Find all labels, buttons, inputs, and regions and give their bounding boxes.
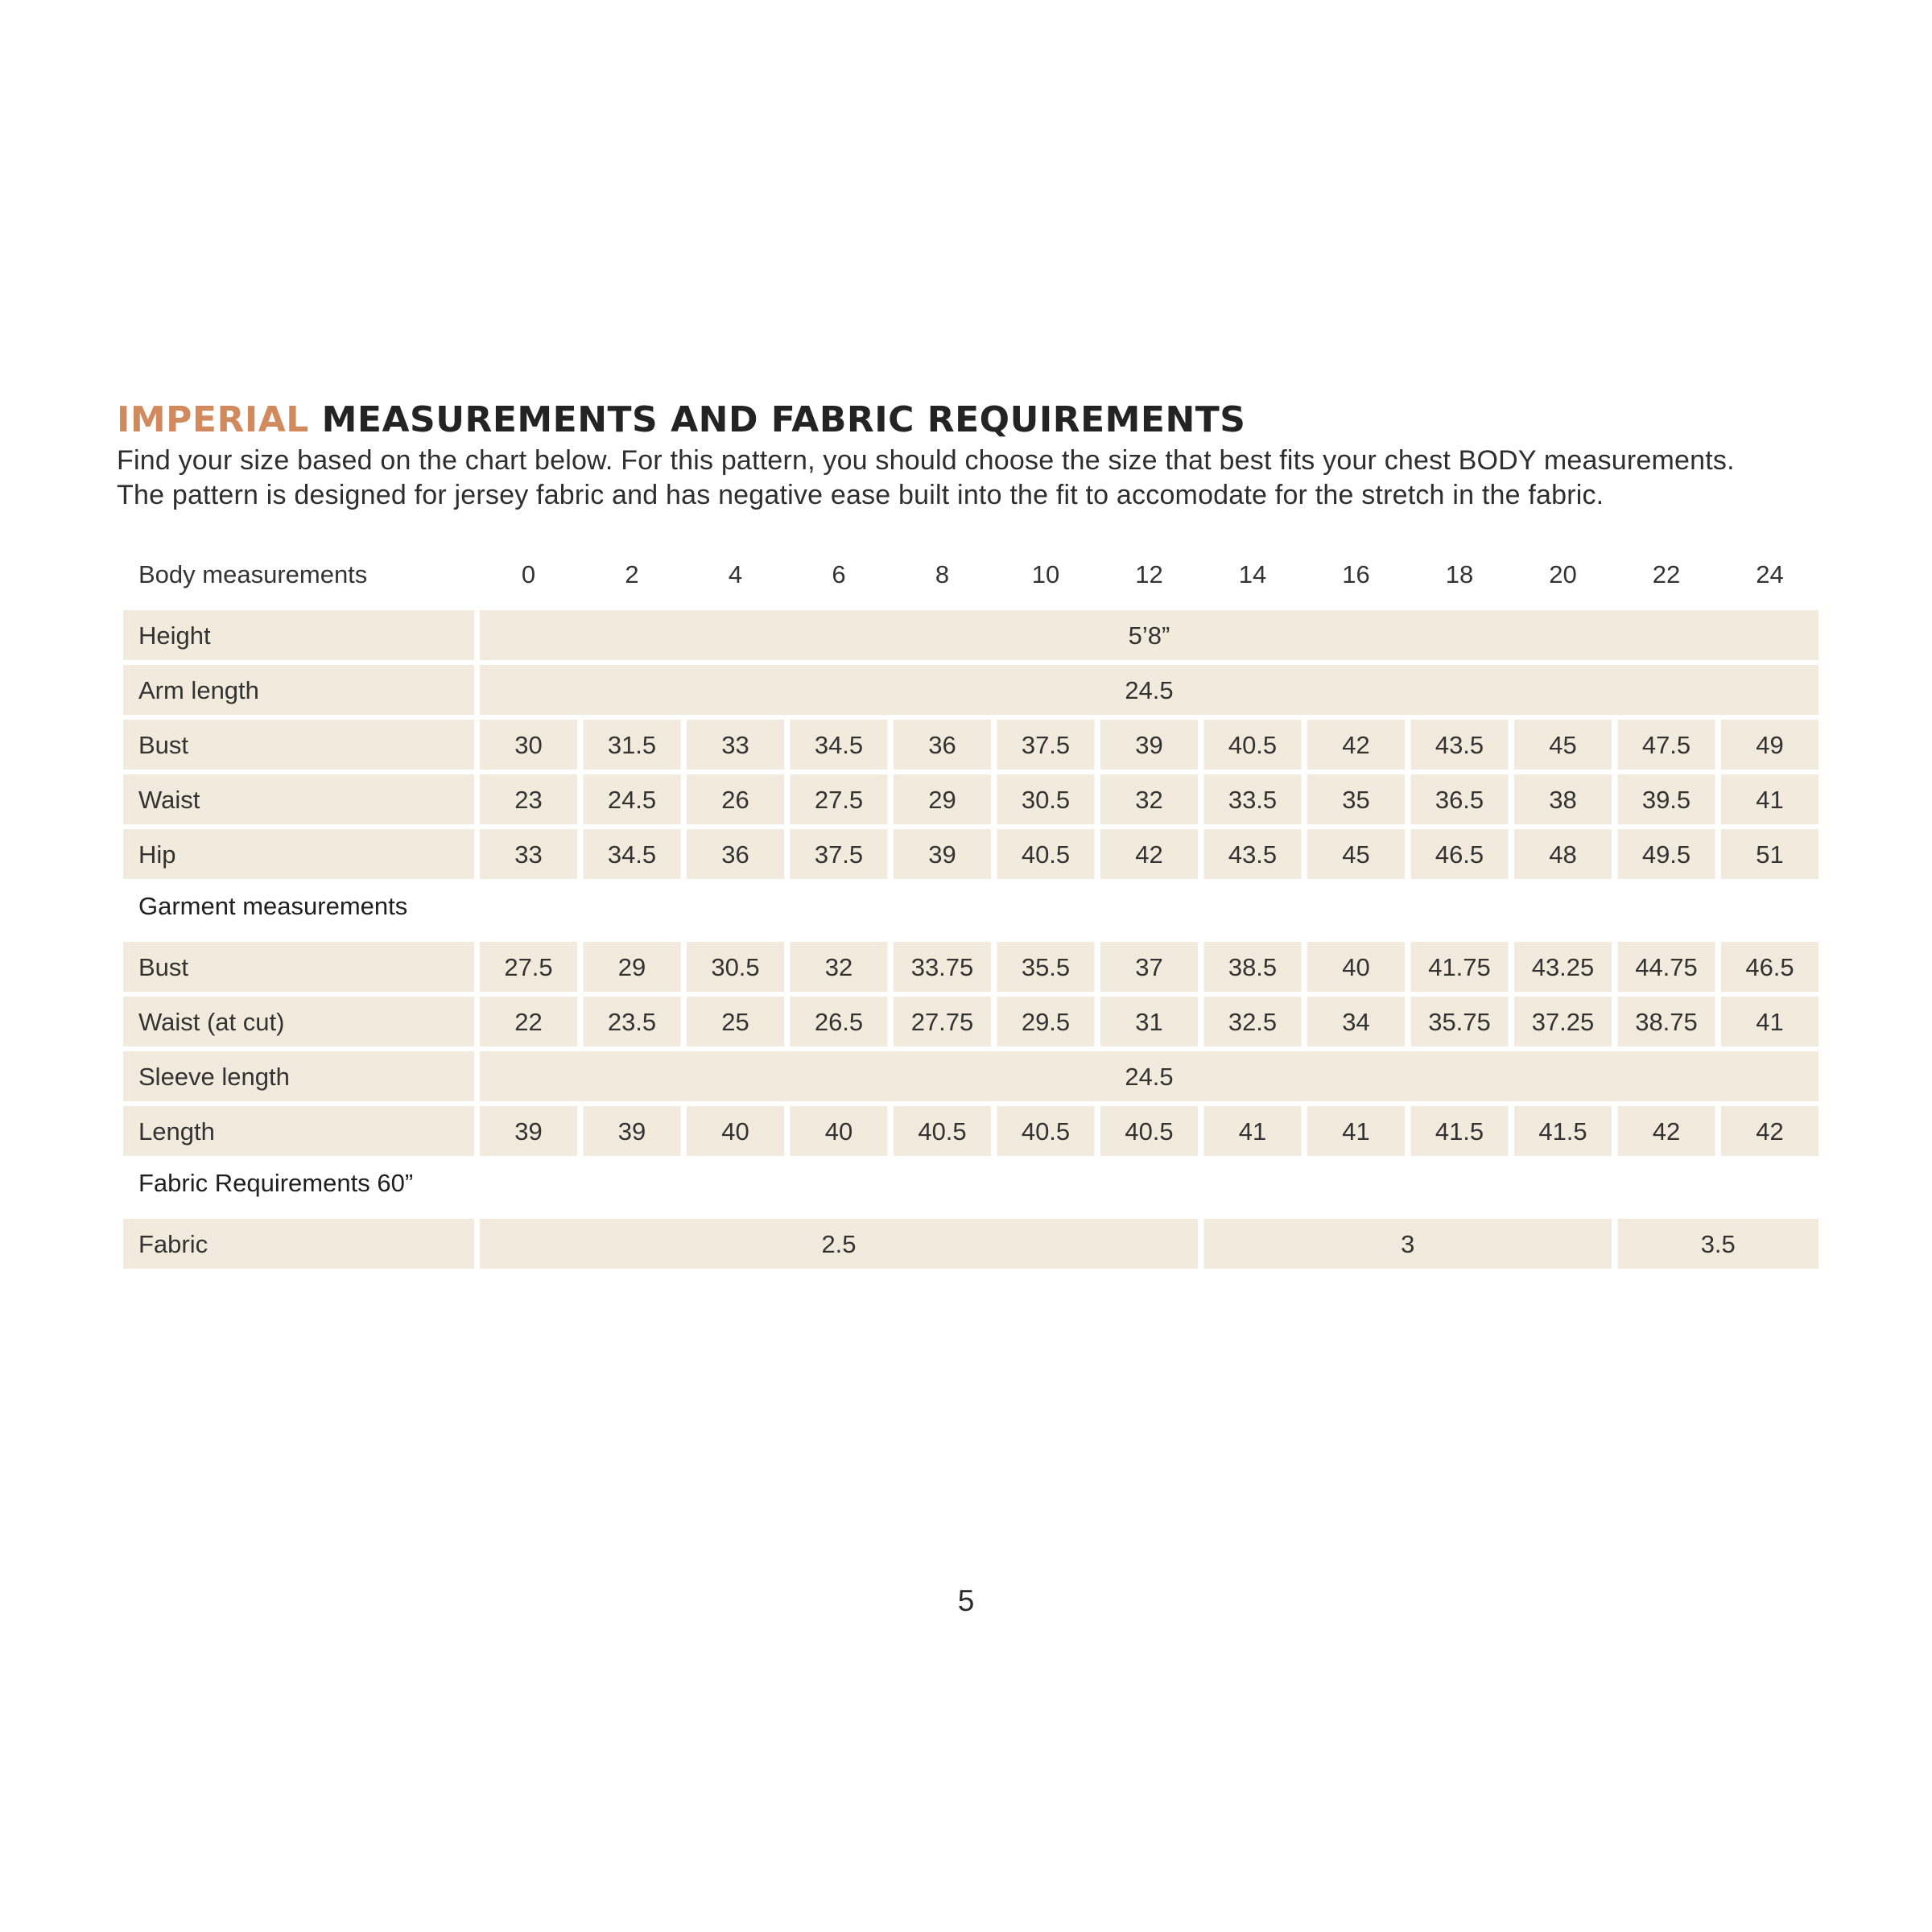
size-header-18: 18	[1445, 560, 1474, 588]
value-text: 37.25	[1531, 1008, 1595, 1036]
value-text: 40.5	[1125, 1117, 1174, 1146]
value-text: 32.5	[1228, 1008, 1278, 1036]
size-header-22: 22	[1652, 560, 1681, 588]
value-text: 45	[1342, 840, 1370, 869]
value-text: 42	[1135, 840, 1163, 869]
size-header-8: 8	[935, 560, 950, 588]
value-text: 39	[514, 1117, 543, 1146]
value-text: 32	[1135, 786, 1163, 814]
size-header-10: 10	[1031, 560, 1060, 588]
size-header-16: 16	[1342, 560, 1370, 588]
merged-value-text: 3	[1401, 1230, 1415, 1258]
value-text: 23.5	[607, 1008, 657, 1036]
value-text: 39	[1135, 731, 1163, 759]
value-text: 45	[1549, 731, 1577, 759]
value-text: 40	[824, 1117, 853, 1146]
row-label: Hip	[138, 840, 176, 869]
value-text: 33.5	[1228, 786, 1278, 814]
value-text: 30.5	[1021, 786, 1071, 814]
title-rest: MEASUREMENTS AND FABRIC REQUIREMENTS	[308, 399, 1246, 440]
value-text: 34	[1342, 1008, 1370, 1036]
value-text: 32	[824, 953, 853, 981]
value-text: 41.75	[1428, 953, 1491, 981]
value-text: 43.5	[1435, 731, 1484, 759]
value-text: 46.5	[1435, 840, 1484, 869]
size-header-14: 14	[1238, 560, 1267, 588]
value-text: 33	[514, 840, 543, 869]
value-text: 30.5	[711, 953, 760, 981]
value-text: 34.5	[607, 840, 657, 869]
size-header-0: 0	[521, 560, 536, 588]
value-text: 42	[1342, 731, 1370, 759]
value-text: 48	[1549, 840, 1577, 869]
value-text: 35.75	[1428, 1008, 1491, 1036]
size-header-4: 4	[728, 560, 743, 588]
value-text: 42	[1756, 1117, 1784, 1146]
merged-value-text: 3.5	[1700, 1230, 1736, 1258]
value-text: 37	[1135, 953, 1163, 981]
value-text: 35.5	[1021, 953, 1071, 981]
size-header-2: 2	[625, 560, 639, 588]
size-header-6: 6	[832, 560, 846, 588]
value-text: 46.5	[1745, 953, 1794, 981]
value-text: 47.5	[1641, 731, 1691, 759]
value-text: 26	[721, 786, 749, 814]
value-text: 41	[1342, 1117, 1370, 1146]
merged-value-text: 2.5	[821, 1230, 857, 1258]
value-text: 39.5	[1641, 786, 1691, 814]
row-label: Bust	[138, 953, 189, 981]
value-text: 29	[617, 953, 646, 981]
value-text: 38	[1549, 786, 1577, 814]
value-text: 35	[1342, 786, 1370, 814]
value-text: 44.75	[1635, 953, 1698, 981]
value-text: 49	[1756, 731, 1784, 759]
value-text: 41	[1756, 1008, 1784, 1036]
value-text: 40.5	[1021, 1117, 1071, 1146]
value-text: 25	[721, 1008, 749, 1036]
value-text: 40.5	[1021, 840, 1071, 869]
value-text: 43.25	[1531, 953, 1595, 981]
size-header-24: 24	[1756, 560, 1784, 588]
merged-value-text: 24.5	[1125, 676, 1174, 704]
size-header-20: 20	[1549, 560, 1577, 588]
row-label: Sleeve length	[138, 1063, 290, 1091]
value-text: 33.75	[910, 953, 974, 981]
value-text: 40	[721, 1117, 749, 1146]
value-text: 36	[928, 731, 956, 759]
value-text: 39	[617, 1117, 646, 1146]
value-text: 22	[514, 1008, 543, 1036]
value-text: 41.5	[1435, 1117, 1484, 1146]
row-label: Bust	[138, 731, 189, 759]
value-text: 37.5	[1021, 731, 1071, 759]
value-text: 23	[514, 786, 543, 814]
row-label: Height	[138, 621, 211, 650]
value-text: 36.5	[1435, 786, 1484, 814]
intro-line-1: Find your size based on the chart below. For this pattern, you should choose the size that best fits your chest BODY measurements.	[117, 445, 1735, 476]
value-text: 40.5	[918, 1117, 967, 1146]
merged-value-text: 24.5	[1125, 1063, 1174, 1091]
value-text: 41	[1756, 786, 1784, 814]
section-title: Garment measurements	[138, 892, 408, 920]
value-text: 31.5	[607, 731, 657, 759]
value-text: 29	[928, 786, 956, 814]
value-text: 51	[1756, 840, 1784, 869]
value-text: 49.5	[1641, 840, 1691, 869]
merged-value-text: 5’8”	[1128, 621, 1170, 650]
value-text: 40	[1342, 953, 1370, 981]
value-text: 33	[721, 731, 749, 759]
value-text: 38.75	[1635, 1008, 1698, 1036]
value-text: 43.5	[1228, 840, 1278, 869]
row-label: Arm length	[138, 676, 259, 704]
row-label: Waist	[138, 786, 200, 814]
value-text: 38.5	[1228, 953, 1278, 981]
section-title: Fabric Requirements 60”	[138, 1169, 414, 1197]
size-header-12: 12	[1135, 560, 1163, 588]
value-text: 39	[928, 840, 956, 869]
value-text: 31	[1135, 1008, 1163, 1036]
row-label: Fabric	[138, 1230, 208, 1258]
value-text: 29.5	[1021, 1008, 1071, 1036]
value-text: 26.5	[814, 1008, 864, 1036]
value-text: 24.5	[607, 786, 657, 814]
title-accent: IMPERIAL	[117, 399, 309, 440]
value-text: 34.5	[814, 731, 864, 759]
value-text: 41.5	[1538, 1117, 1587, 1146]
value-text: 37.5	[814, 840, 864, 869]
row-label: Length	[138, 1117, 215, 1146]
section-title: Body measurements	[138, 560, 368, 588]
value-text: 27.5	[814, 786, 864, 814]
value-text: 40.5	[1228, 731, 1278, 759]
value-text: 27.75	[910, 1008, 974, 1036]
value-text: 42	[1652, 1117, 1681, 1146]
value-text: 41	[1238, 1117, 1267, 1146]
row-label: Waist (at cut)	[138, 1008, 285, 1036]
value-text: 36	[721, 840, 749, 869]
intro-line-2: The pattern is designed for jersey fabric and has negative ease built into the fit to accomodate for the stretch in the fabric.	[117, 480, 1604, 510]
value-text: 27.5	[504, 953, 553, 981]
value-text: 30	[514, 731, 543, 759]
page-number: 5	[957, 1584, 975, 1617]
